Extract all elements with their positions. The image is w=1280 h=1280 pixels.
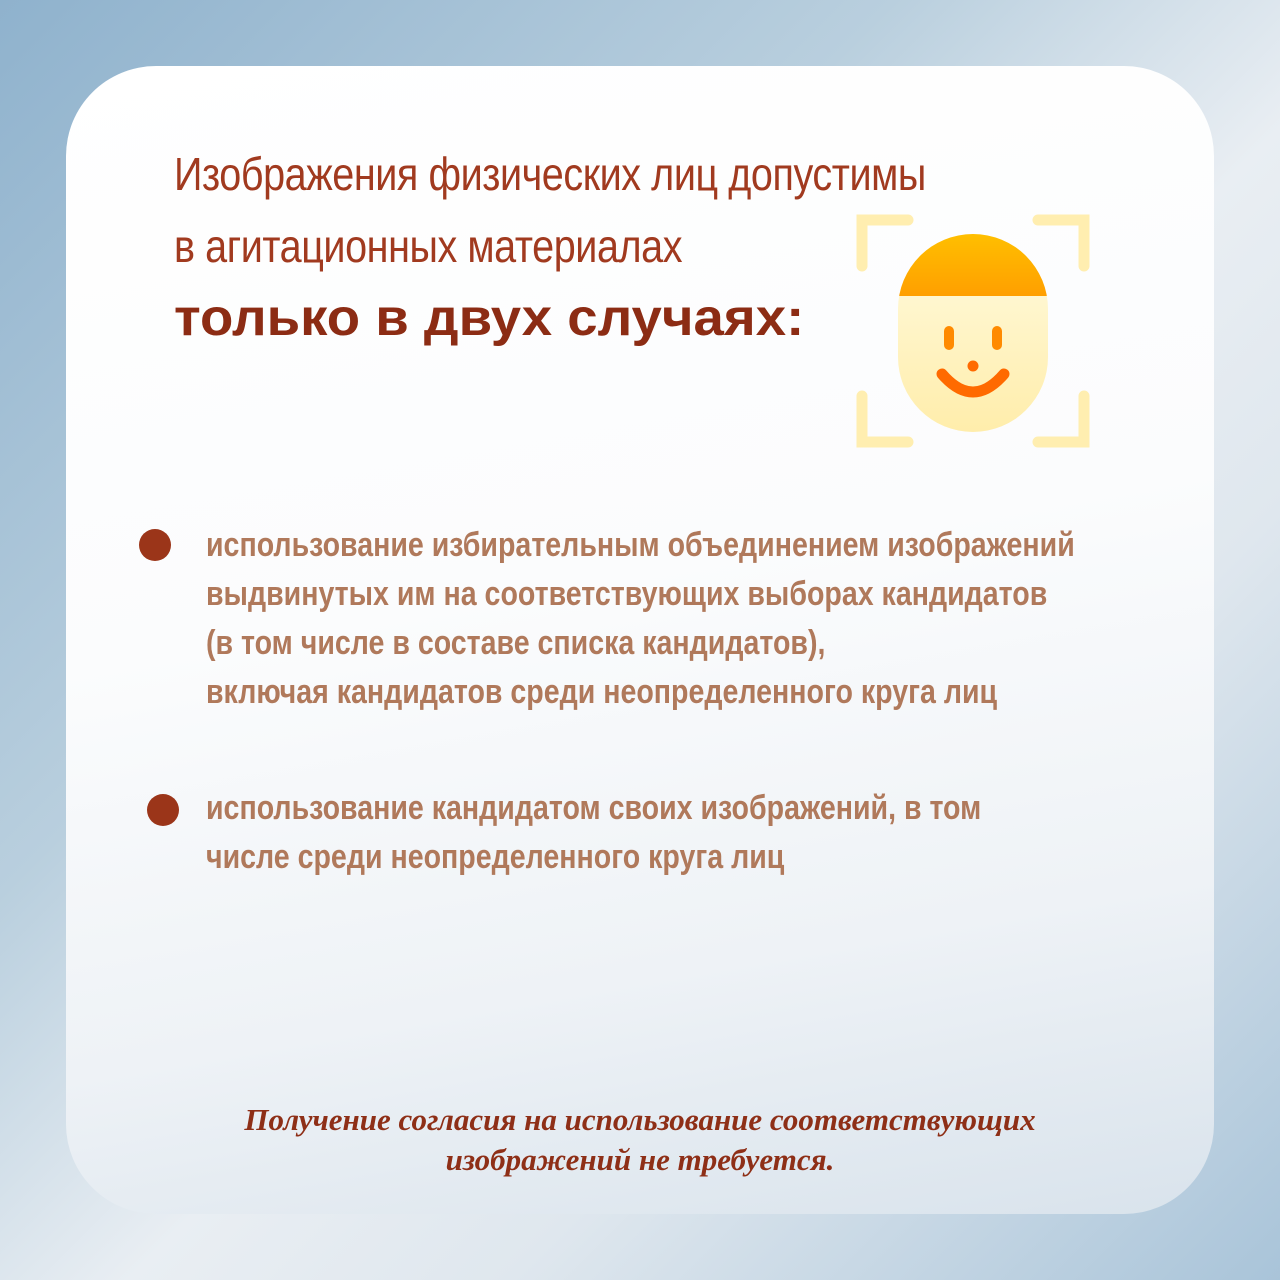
headline-line-2: в агитационных материалах: [174, 220, 683, 272]
headline-emphasis: только в двух случаях:: [174, 289, 805, 347]
bullet-1-line-4: включая кандидатов среди неопределенного круга лиц: [206, 673, 998, 711]
bullet-text-2: [206, 784, 981, 882]
bullet-dot: [147, 794, 179, 826]
footnote-line-2: изображений не требуется.: [445, 1142, 835, 1177]
info-card: [66, 66, 1214, 1214]
headline-line-1: Изображения физических лиц допустимы: [174, 148, 926, 200]
bullet-dot: [139, 529, 171, 561]
hair: [886, 224, 1060, 296]
bullet-1-line-1: использование избирательным объединением изображений: [206, 526, 1075, 564]
bullet-1-line-2: выдвинутых им на соответствующих выборах кандидатов: [206, 575, 1048, 613]
face-scan-icon: [856, 214, 1090, 448]
bullet-1-line-3: (в том числе в составе списка кандидатов),: [206, 624, 826, 662]
bullet-2-line-2: числе среди неопределенного круга лиц: [206, 838, 785, 876]
bullet-text-1: [206, 521, 1075, 717]
footnote-line-1: Получение согласия на использование соответствующих: [244, 1102, 1036, 1137]
footnote: [66, 1100, 1214, 1180]
bullet-2-line-1: использование кандидатом своих изображений, в том: [206, 789, 982, 827]
headline: [174, 138, 926, 354]
